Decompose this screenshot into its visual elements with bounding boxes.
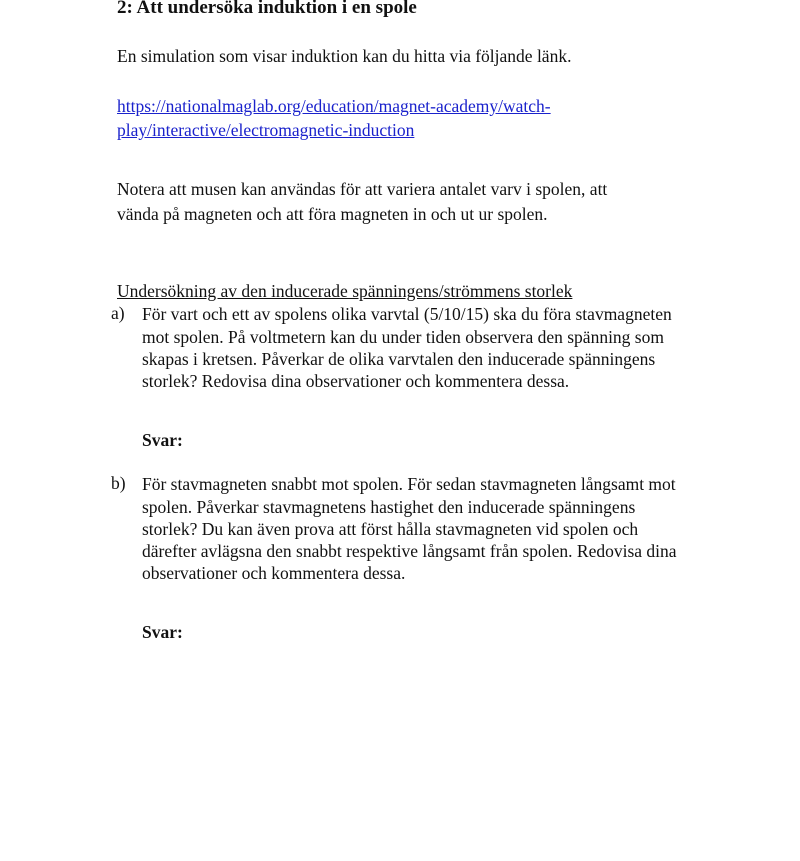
- note-text-line-1: Notera att musen kan användas för att variera antalet varv i spolen, att: [117, 179, 608, 199]
- question-label: b): [111, 473, 126, 493]
- question-text-line: storlek? Redovisa dina observationer och kommentera dessa.: [142, 371, 570, 391]
- section-subheading: Undersökning av den inducerade spänningens/strömmens storlek: [117, 281, 573, 301]
- question-label: a): [111, 303, 125, 323]
- note-text-line-2: vända på magneten och att föra magneten in och ut ur spolen.: [117, 204, 548, 224]
- answer-label: Svar:: [142, 430, 183, 450]
- answer-label: Svar:: [142, 622, 183, 642]
- answer-field-a[interactable]: [200, 430, 744, 454]
- intro-text: En simulation som visar induktion kan du hitta via följande länk.: [117, 46, 572, 66]
- question-text-line: För stavmagneten snabbt mot spolen. För sedan stavmagneten långsamt mot: [142, 474, 676, 494]
- page-title: 2: Att undersöka induktion i en spole: [117, 0, 417, 18]
- simulation-link-line-2[interactable]: play/interactive/electromagnetic-induction: [117, 120, 415, 140]
- answer-field-b[interactable]: [200, 622, 744, 646]
- simulation-link-line-1[interactable]: https://nationalmaglab.org/education/magnet-academy/watch-: [117, 96, 551, 116]
- question-text-line: skapas i kretsen. Påverkar de olika varvtalen den inducerade spänningens: [142, 349, 656, 369]
- question-text-line: därefter avlägsna den snabbt respektive långsamt från spolen. Redovisa dina: [142, 541, 677, 561]
- question-text-line: mot spolen. På voltmetern kan du under tiden observera den spänning som: [142, 327, 664, 347]
- question-text-line: storlek? Du kan även prova att först hålla stavmagneten vid spolen och: [142, 519, 639, 539]
- question-text-line: observationer och kommentera dessa.: [142, 563, 406, 583]
- question-text-line: spolen. Påverkar stavmagnetens hastighet den inducerade spänningens: [142, 497, 636, 517]
- question-text-line: För vart och ett av spolens olika varvtal (5/10/15) ska du föra stavmagneten: [142, 304, 672, 324]
